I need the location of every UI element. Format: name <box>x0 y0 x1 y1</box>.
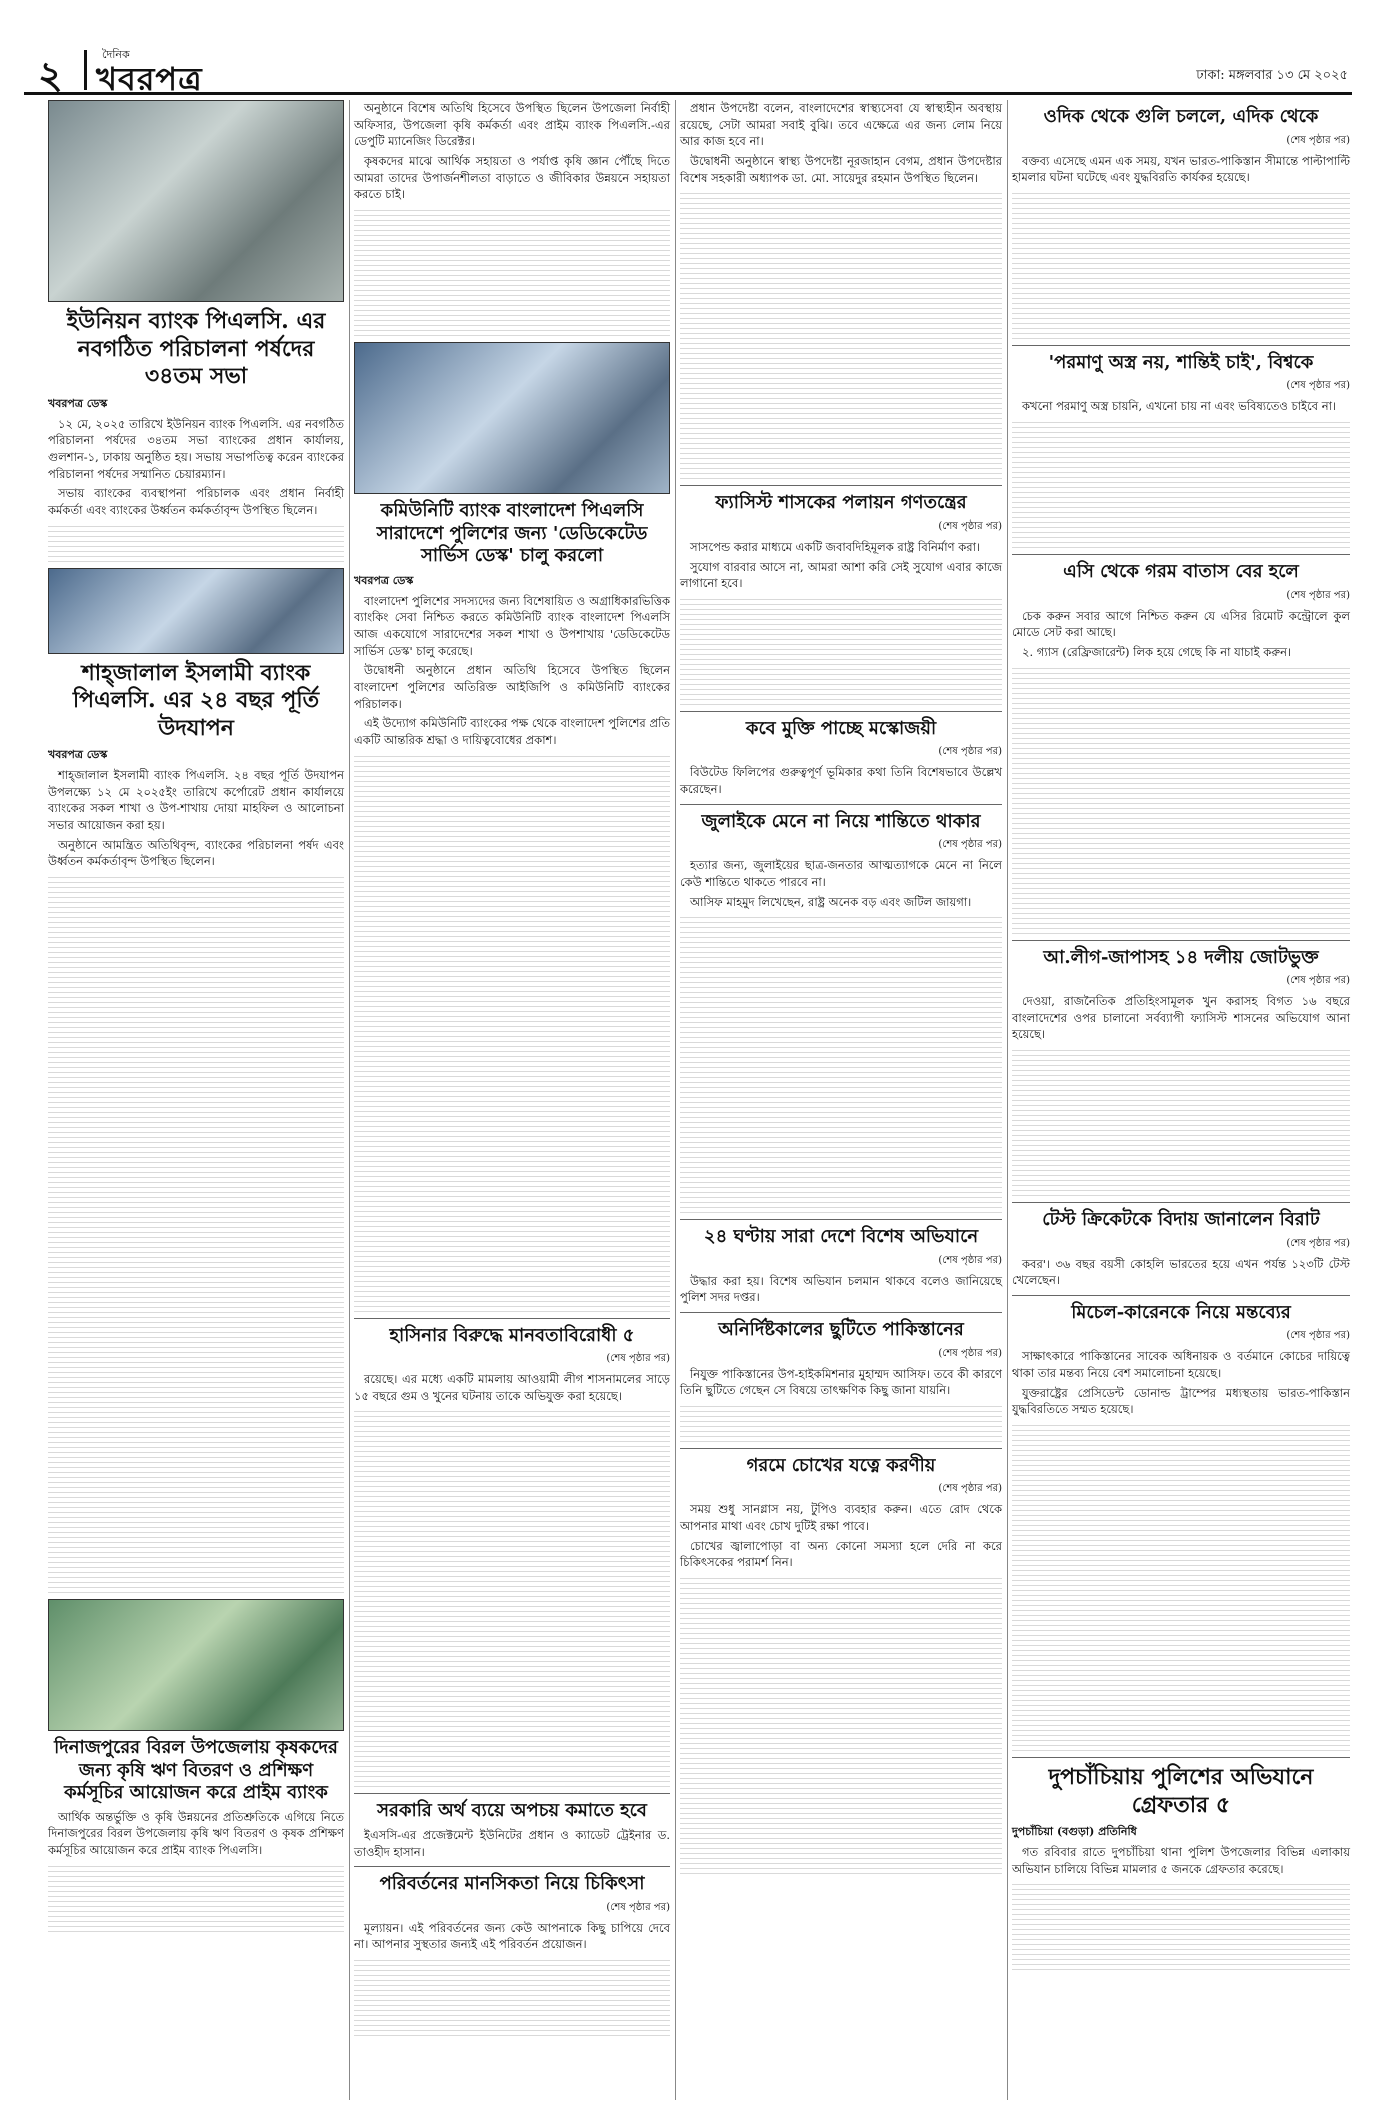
continued-note: (শেষ পৃষ্ঠার পর) <box>1286 1330 1350 1342</box>
dateline: দুপচাঁচিয়া (বগুড়া) প্রতিনিধি <box>1012 1825 1137 1839</box>
divider <box>680 1448 1002 1449</box>
divider <box>354 1793 670 1794</box>
body-paragraph: উদ্বোধনী অনুষ্ঠানে প্রধান অতিথি হিসেবে উপস্থিত ছিলেন বাংলাদেশ পুলিশের অতিরিক্ত আইজিপি ও কমিউনিটি ব্যাংকের পরিচালক। <box>354 663 670 711</box>
divider <box>1012 345 1350 346</box>
body-paragraph: বিউটেড ফিলিপের গুরুত্বপূর্ণ ভূমিকার কথা তিনি বিশেষভাবে উল্লেখ করেছেন। <box>680 765 1002 797</box>
body-paragraph: চেক করুন সবার আগে নিশ্চিত করুন যে এসির রিমোট কন্ট্রোলে কুল মোডে সেট করা আছে। <box>1012 608 1350 640</box>
divider <box>680 485 1002 486</box>
text-lines <box>354 1407 670 1787</box>
column-rule <box>1007 100 1008 2100</box>
text-lines <box>1012 1880 1350 1970</box>
body-paragraph: ২. গ্যাস (রেফ্রিজারেন্ট) লিক হয়ে গেছে কি না যাচাই করুন। <box>1022 644 1292 659</box>
headline-special-drive: ২৪ ঘণ্টায় সারা দেশে বিশেষ অভিযানে <box>703 1226 979 1248</box>
headline-firing-border: ওদিক থেকে গুলি চললে, এদিক থেকে <box>1043 106 1319 127</box>
text-lines <box>354 1956 670 2036</box>
headline-moscow-film: কবে মুক্তি পাচ্ছে মস্কোজয়ী <box>745 717 937 739</box>
body-paragraph: এই উদ্যোগ কমিউনিটি ব্যাংকের পক্ষ থেকে বাংলাদেশ পুলিশের প্রতি একটি আন্তরিক শ্রদ্ধা ও দায়িত্ববোধের প্রকাশ। <box>354 716 670 747</box>
dateline: খবরপত্র ডেস্ক <box>48 748 108 762</box>
continued-note: (শেষ পৃষ্ঠার পর) <box>1286 380 1350 392</box>
text-lines <box>680 913 1002 1213</box>
body-paragraph: যুক্তরাষ্ট্রের প্রেসিডেন্ট ডোনাল্ড ট্রাম্পের মধ্যস্থতায় ভারত-পাকিস্তান যুদ্ধবিরতিতে সম্মত হয়েছে। <box>1012 1385 1350 1417</box>
text-lines <box>1012 189 1350 339</box>
divider <box>680 1312 1002 1313</box>
newspaper-name: খবরপত্র <box>96 60 203 98</box>
continued-note: (শেষ পৃষ্ঠার পর) <box>606 1901 670 1913</box>
body-paragraph: সাক্ষাৎকারে পাকিস্তানের সাবেক অধিনায়ক ও বর্তমানে কোচের দায়িত্বে থাকা তার মন্তব্য নিয়ে বেশ সমালোচনা হয়েছে। <box>1012 1349 1350 1381</box>
column-1 <box>48 100 344 1934</box>
divider <box>680 711 1002 712</box>
column-3 <box>680 100 1002 1876</box>
issue-date: ঢাকা: মঙ্গলবার ১৩ মে ২০২৫ <box>1196 68 1348 83</box>
prime-bank-farmers-photo <box>48 1599 344 1731</box>
text-lines <box>680 189 1002 479</box>
body-paragraph: সুযোগ বারবার আসে না, আমরা আশা করি সেই সুযোগ এবার কাজে লাগানো হবে। <box>680 559 1002 591</box>
body-paragraph: সময় শুধু সানগ্লাস নয়, টুপিও ব্যবহার করুন। এতে রোদ থেকে আপনার মাথা এবং চোখ দুটিই রক্ষা পাবে। <box>680 1502 1002 1534</box>
headline-eye-care: গরমে চোখের যত্নে করণীয় <box>746 1454 936 1476</box>
headline-shahjalal-bank: শাহ্জালাল ইসলামী ব্যাংক পিএলসি. এর ২৪ বছর পূর্তি উদযাপন <box>72 659 320 741</box>
community-bank-event-photo <box>354 342 670 494</box>
text-lines <box>1012 1046 1350 1196</box>
divider <box>1012 554 1350 555</box>
text-lines <box>354 752 670 1312</box>
headline-nuclear-peace: 'পরমাণু অস্ত্র নয়, শান্তিই চাই', বিশ্বকে <box>1048 351 1314 373</box>
masthead-separator <box>84 50 87 90</box>
column-rule <box>675 100 676 2100</box>
continued-note: (শেষ পৃষ্ঠার পর) <box>938 520 1002 532</box>
continued-note: (শেষ পৃষ্ঠার পর) <box>606 1353 670 1365</box>
headline-mitchell-curran: মিচেল-কারেনকে নিয়ে মন্তব্যের <box>1071 1301 1291 1323</box>
headline-pakistan-leave: অনির্দিষ্টকালের ছুটিতে পাকিস্তানের <box>718 1319 964 1341</box>
headline-virat-test: টেস্ট ক্রিকেটকে বিদায় জানালেন বিরাট <box>1042 1209 1320 1231</box>
body-paragraph: মূল্যায়ন। এই পরিবর্তনের জন্য কেউ আপনাকে কিছু চাপিয়ে দেবে না। আপনার সুস্থতার জন্যই এই পরিবর্তন প্রয়োজন। <box>354 1920 670 1952</box>
divider <box>1012 940 1350 941</box>
body-paragraph: ইএসসি-এর প্রজেক্টমেন্ট ইউনিটের প্রধান ও ক্যাডেট ট্রেইনার ড. তাওহীদ হাসান। <box>354 1827 670 1859</box>
shahjalal-bank-event-photo <box>48 568 344 654</box>
continued-note: (শেষ পৃষ্ঠার পর) <box>1286 589 1350 601</box>
body-paragraph: গত রবিবার রাতে দুপচাঁচিয়া থানা পুলিশ উপজেলার বিভিন্ন এলাকায় অভিযান চালিয়ে বিভিন্ন মামলার ৫ জনকে গ্রেফতার করেছে। <box>1012 1845 1350 1876</box>
headline-prime-bank: দিনাজপুরের বিরল উপজেলায় কৃষকদের জন্য কৃষি ঋণ বিতরণ ও প্রশিক্ষণ কর্মসূচির আয়োজন করে প্রাইম ব্যাংক <box>54 1737 338 1804</box>
headline-union-bank: ইউনিয়ন ব্যাংক পিএলসি. এর নবগঠিত পরিচালনা পর্ষদের ৩৪তম সভা <box>66 308 326 389</box>
dateline: খবরপত্র ডেস্ক <box>354 573 414 587</box>
headline-july-peace: জুলাইকে মেনে না নিয়ে শান্তিতে থাকার <box>701 810 981 832</box>
divider <box>1012 1295 1350 1296</box>
body-paragraph: বাংলাদেশ পুলিশের সদস্যদের জন্য বিশেষায়িত ও অগ্রাধিকারভিত্তিক ব্যাংকিং সেবা নিশ্চিত করতে কমিউনিটি ব্যাংক বাংলাদেশ পিএলসি আজ একযোগে সারাদেশের সকল শাখা ও উপশাখায় 'ডেডিকেটেড সার্ভিস ডেস্ক' চালু করেছে। <box>354 593 670 658</box>
masthead <box>24 44 1352 98</box>
column-rule <box>349 100 350 2100</box>
body-paragraph: অনুষ্ঠানে আমন্ত্রিত অতিথিবৃন্দ, ব্যাংকের পরিচালনা পর্ষদ এবং উর্ধ্বতন কর্মকর্তাবৃন্দ উপস্থিত ছিলেন। <box>48 837 344 869</box>
headline-fascist-ruler: ফ্যাসিস্ট শাসকের পলায়ন গণতন্ত্রের <box>715 492 967 514</box>
body-paragraph: রয়েছে। এর মধ্যে একটি মামলায় আওয়ামী লীগ শাসনামলের সাড়ে ১৫ বছরে গুম ও খুনের ঘটনায় তাকে অভিযুক্ত করা হয়েছে। <box>354 1372 670 1403</box>
text-lines <box>680 595 1002 705</box>
divider <box>1012 1757 1350 1758</box>
text-lines <box>680 1574 1002 1874</box>
text-lines <box>48 522 344 562</box>
headline-hasina-case: হাসিনার বিরুদ্ধে মানবতাবিরোধী ৫ <box>389 1324 635 1346</box>
body-paragraph: বক্তব্য এসেছে এমন এক সময়, যখন ভারত-পাকিস্তান সীমান্তে পাল্টাপাল্টি হামলার ঘটনা ঘটেছে এবং যুদ্ধবিরতি কার্যকর হয়েছে। <box>1012 153 1350 185</box>
text-lines <box>1012 418 1350 548</box>
body-paragraph: হত্যার জন্য, জুলাইয়ের ছাত্র-জনতার আত্মত্যাগকে মেনে না নিলে কেউ শান্তিতে থাকতে পারবে না। <box>680 858 1002 889</box>
divider <box>354 1318 670 1319</box>
divider <box>680 1219 1002 1220</box>
text-lines <box>680 1402 1002 1442</box>
body-paragraph: অনুষ্ঠানে বিশেষ অতিথি হিসেবে উপস্থিত ছিলেন উপজেলা নির্বাহী অফিসার, উপজেলা কৃষি কর্মকর্তা এবং প্রাইম ব্যাংক পিএলসি.-এর ডেপুটি ম্যানেজিং ডিরেক্টর। <box>354 101 670 149</box>
continued-note: (শেষ পৃষ্ঠার পর) <box>938 1347 1002 1359</box>
body-paragraph: সভায় ব্যাংকের ব্যবস্থাপনা পরিচালক এবং প্রধান নির্বাহী কর্মকর্তা এবং ব্যাংকের উর্ধ্বতন কর্মকর্তাবৃন্দ উপস্থিত ছিলেন। <box>48 486 344 517</box>
continued-note: (শেষ পৃষ্ঠার পর) <box>938 1483 1002 1495</box>
body-paragraph: শাহ্জালাল ইসলামী ব্যাংক পিএলসি. ২৪ বছর পূর্তি উদযাপন উপলক্ষ্যে ১২ মে ২০২৫ইং তারিখে কর্পোরেট প্রধান কার্যালয়ে ব্যাংকের সকল শাখা ও উপ-শাখায় দোয়া মাহফিল ও আলোচনা সভার আয়োজন করা হয়। <box>48 768 344 833</box>
body-paragraph: কৃষকদের মাঝে আর্থিক সহায়তা ও পর্যাপ্ত কৃষি জ্ঞান পৌঁছে দিতে আমরা তাদের উপার্জনশীলতা বাড়াতে ও জীবিকার উন্নয়নে সহায়তা করতে চাই। <box>354 154 670 202</box>
divider <box>680 804 1002 805</box>
body-paragraph: ১২ মে, ২০২৫ তারিখে ইউনিয়ন ব্যাংক পিএলসি. এর নবগঠিত পরিচালনা পর্ষদের ৩৪তম সভা ব্যাংকের প্রধান কার্যালয়, গুলশান-১, ঢাকায় অনুষ্ঠিত হয়। সভায় সভাপতিত্ব করেন ব্যাংকের পরিচালনা পর্ষদের সম্মানিত চেয়ারম্যান। <box>48 416 344 481</box>
body-paragraph: দেওয়া, রাজনৈতিক প্রতিহিংসামূলক খুন করাসহ বিগত ১৬ বছরে বাংলাদেশের ওপর চালানো সর্বব্যাপী ফ্যাসিস্ট শাসনের অভিযোগ আনা হয়েছে। <box>1012 994 1350 1042</box>
headline-govt-spending: সরকারি অর্থ ব্যয়ে অপচয় কমাতে হবে <box>377 1800 647 1822</box>
divider <box>354 1866 670 1867</box>
text-lines <box>48 873 344 1593</box>
headline-treatment-mindset: পরিবর্তনের মানসিকতা নিয়ে চিকিৎসা <box>379 1873 645 1895</box>
body-paragraph: কখনো পরমাণু অস্ত্র চায়নি, এখনো চায় না এবং ভবিষ্যতেও চাইবে না। <box>1022 399 1337 414</box>
continued-note: (শেষ পৃষ্ঠার পর) <box>938 839 1002 851</box>
divider <box>1012 1202 1350 1203</box>
continued-note: (শেষ পৃষ্ঠার পর) <box>1286 134 1350 146</box>
continued-note: (শেষ পৃষ্ঠার পর) <box>938 1254 1002 1266</box>
continued-note: (শেষ পৃষ্ঠার পর) <box>1286 975 1350 987</box>
text-lines <box>48 1862 344 1932</box>
text-lines <box>1012 664 1350 934</box>
dateline: খবরপত্র ডেস্ক <box>48 396 108 410</box>
body-paragraph: আর্থিক অন্তর্ভুক্তি ও কৃষি উন্নয়নের প্রতিশ্রুতিকে এগিয়ে নিতে দিনাজপুরের বিরল উপজেলায় কৃষি ঋণ বিতরণ ও কৃষক প্রশিক্ষণ কর্মসূচির আয়োজন করে প্রাইম ব্যাংক পিএলসি। <box>48 1809 344 1857</box>
body-paragraph: সাসপেন্ড করার মাধ্যমে একটি জবাবদিহিমূলক রাষ্ট্র বিনির্মাণ করা। <box>690 539 981 554</box>
body-paragraph: নিযুক্ত পাকিস্তানের উপ-হাইকমিশনার মুহাম্মদ আসিফ। তবে কী কারণে তিনি ছুটিতে গেছেন সে বিষয়ে তাৎক্ষণিক কিছু জানা যায়নি। <box>680 1366 1002 1398</box>
headline-ac-hot-air: এসি থেকে গরম বাতাস বের হলে <box>1063 561 1299 583</box>
union-bank-meeting-photo <box>48 100 344 302</box>
headline-14-party-alliance: আ.লীগ-জাপাসহ ১৪ দলীয় জোটভুক্ত <box>1043 946 1319 968</box>
body-paragraph: প্রধান উপদেষ্টা বলেন, বাংলাদেশের স্বাস্থ্যসেবা যে স্বাস্থ্যহীন অবস্থায় রয়েছে, সেটা আমরা সবাই বুঝি। তবে এক্ষেত্রে এর জন্য লোম নিয়ে আর কাজ হবে না। <box>680 101 1002 149</box>
headline-community-bank: কমিউনিটি ব্যাংক বাংলাদেশ পিএলসি সারাদেশে পুলিশের জন্য 'ডেডিকেটেড সার্ভিস ডেস্ক' চালু করলো <box>376 500 648 567</box>
text-lines <box>1012 1421 1350 1751</box>
body-paragraph: আসিফ মাহমুদ লিখেছেন, রাষ্ট্র অনেক বড় এবং জটিল জায়গা। <box>690 894 972 909</box>
body-paragraph: কবর'। ৩৬ বছর বয়সী কোহলি ভারতের হয়ে এখন পর্যন্ত ১২৩টি টেস্ট খেলেছেন। <box>1012 1256 1350 1288</box>
column-4 <box>1012 100 1350 1972</box>
page-number: ২ <box>38 52 63 97</box>
body-paragraph: উদ্বোধনী অনুষ্ঠানে স্বাস্থ্য উপদেষ্টা নূরজাহান বেগম, প্রধান উপদেষ্টার বিশেষ সহকারী অধ্যাপক ডা. মো. সায়েদুর রহমান উপস্থিত ছিলেন। <box>680 154 1002 185</box>
headline-dupchanchia-arrest: দুপচাঁচিয়ায় পুলিশের অভিযানে গ্রেফতার ৫ <box>1048 1764 1314 1818</box>
continued-note: (শেষ পৃষ্ঠার পর) <box>938 746 1002 758</box>
body-paragraph: উদ্ধার করা হয়। বিশেষ অভিযান চলমান থাকবে বলেও জানিয়েছে পুলিশ সদর দপ্তর। <box>680 1273 1002 1305</box>
text-lines <box>354 206 670 336</box>
masthead-prefix: দৈনিক <box>102 48 130 61</box>
body-paragraph: চোখের জ্বালাপোড়া বা অন্য কোনো সমস্যা হলে দেরি না করে চিকিৎসকের পরামর্শ নিন। <box>680 1538 1002 1570</box>
column-2 <box>354 100 670 2038</box>
continued-note: (শেষ পৃষ্ঠার পর) <box>1286 1237 1350 1249</box>
